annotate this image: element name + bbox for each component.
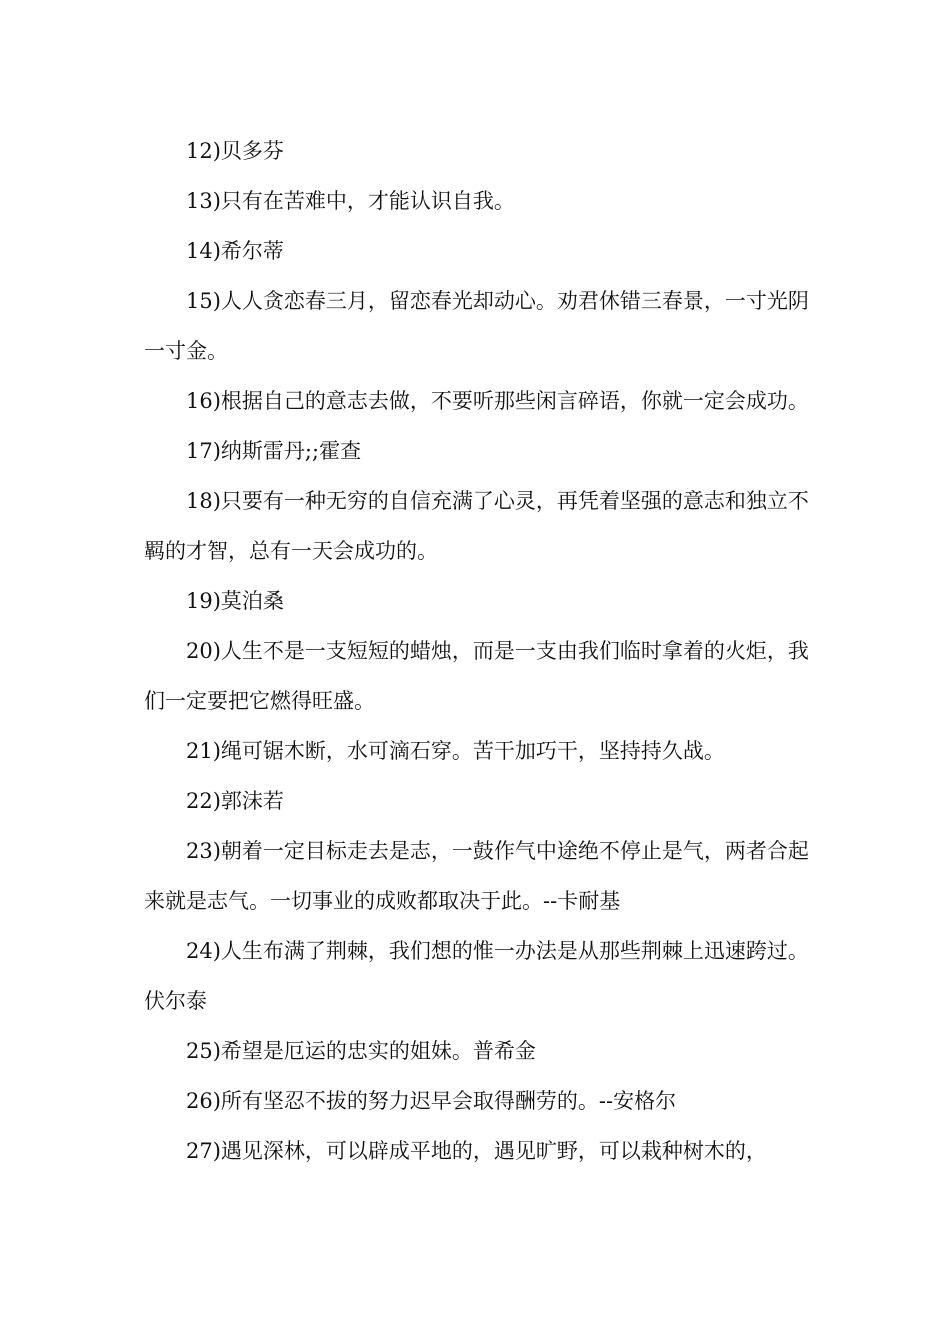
paragraph-24: 24)人生布满了荆棘，我们想的惟一办法是从那些荆棘上迅速跨过。伏尔泰: [144, 939, 809, 1013]
paragraph-25: 25)希望是厄运的忠实的姐妹。普希金: [186, 1039, 536, 1063]
paragraph-21: 21)绳可锯木断，水可滴石穿。苦干加巧干，坚持持久战。: [186, 739, 725, 763]
paragraph-16: 16)根据自己的意志去做，不要听那些闲言碎语，你就一定会成功。: [186, 389, 809, 413]
paragraph-18: 18)只要有一种无穷的自信充满了心灵，再凭着坚强的意志和独立不羁的才智，总有一天会成功的。: [144, 489, 809, 563]
paragraph-17: 17)纳斯雷丹;;霍查: [186, 439, 362, 463]
paragraph-15: 15)人人贪恋春三月，留恋春光却动心。劝君休错三春景，一寸光阴一寸金。: [144, 289, 809, 363]
paragraph-12: 12)贝多芬: [186, 139, 284, 163]
paragraph-26: 26)所有坚忍不拔的努力迟早会取得酬劳的。--安格尔: [186, 1089, 677, 1113]
document-body: [144, 126, 814, 1176]
paragraph-13: 13)只有在苦难中，才能认识自我。: [186, 189, 515, 213]
paragraph-22: 22)郭沫若: [186, 789, 284, 813]
paragraph-20: 20)人生不是一支短短的蜡烛，而是一支由我们临时拿着的火炬，我们一定要把它燃得旺盛。: [144, 639, 809, 713]
paragraph-19: 19)莫泊桑: [186, 589, 284, 613]
paragraph-14: 14)希尔蒂: [186, 239, 284, 263]
paragraph-27: 27)遇见深林，可以辟成平地的，遇见旷野，可以栽种树木的，: [186, 1139, 767, 1163]
paragraph-23: 23)朝着一定目标走去是志，一鼓作气中途绝不停止是气，两者合起来就是志气。一切事业的成败都取决于此。--卡耐基: [144, 839, 809, 913]
